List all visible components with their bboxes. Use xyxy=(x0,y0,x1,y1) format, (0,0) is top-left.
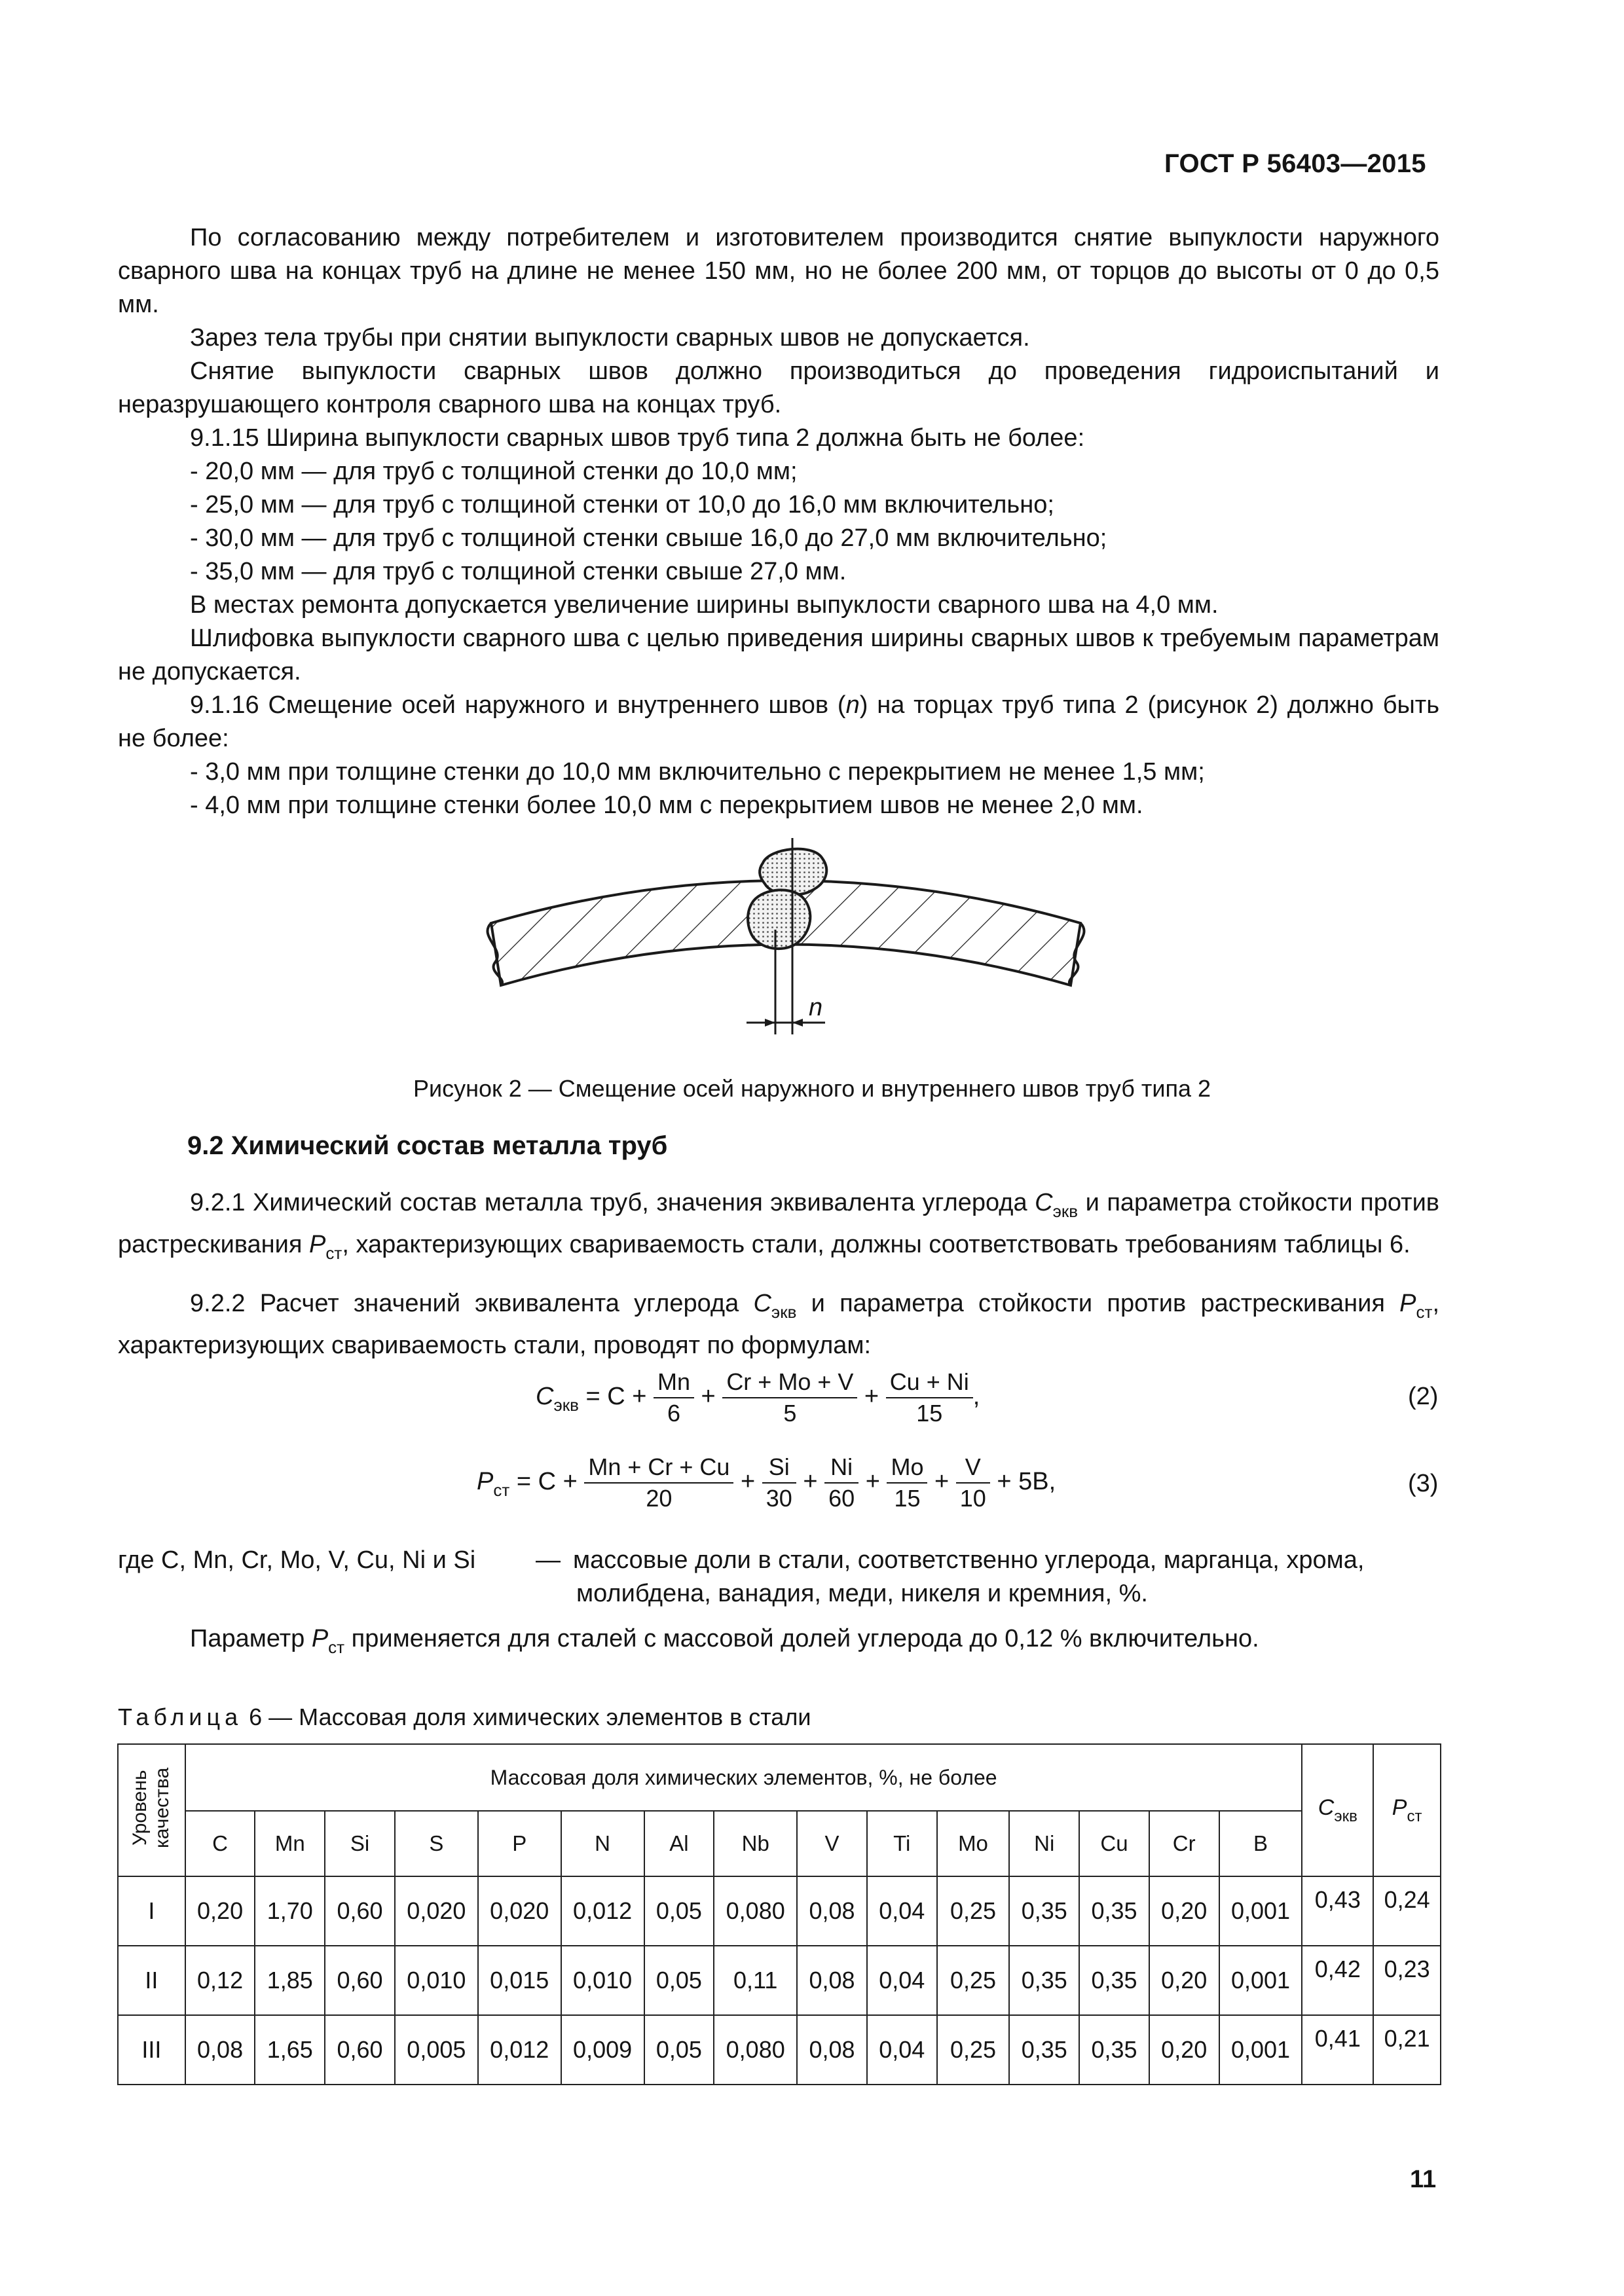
column-header-element: Cr xyxy=(1149,1811,1219,1876)
where-description-2: молибдена, ванадия, меди, никеля и кремния, %. xyxy=(576,1580,1148,1607)
figure-caption: Рисунок 2 — Смещение осей наружного и внутреннего швов труб типа 2 xyxy=(413,1075,1211,1102)
table-cell: 0,080 xyxy=(714,2015,797,2085)
dimension-arrow-left xyxy=(765,1019,775,1027)
dimension-arrow-right xyxy=(792,1019,803,1027)
table-cell: 0,60 xyxy=(325,1876,395,1946)
document-id-header: ГОСТ Р 56403—2015 xyxy=(1164,149,1426,178)
table-cell: 0,35 xyxy=(1079,1946,1149,2015)
column-header-c-ekv: $C_{экв}$ xyxy=(1302,1744,1373,1876)
table-cell-quality-level: II xyxy=(118,1946,185,2015)
table-cell: 0,08 xyxy=(797,1946,867,2015)
section-title: 9.2 Химический состав металла труб xyxy=(187,1131,668,1160)
column-header-element: P xyxy=(478,1811,561,1876)
table-cell: 0,04 xyxy=(867,1946,937,2015)
list-item-width-3: - 30,0 мм — для труб с толщиной стенки свыше 16,0 до 27,0 мм включительно; xyxy=(190,524,1107,552)
column-header-element: C xyxy=(185,1811,255,1876)
table-cell: 0,012 xyxy=(561,1876,644,1946)
table-cell: 0,001 xyxy=(1219,1946,1302,2015)
page-number: 11 xyxy=(1410,2166,1437,2193)
column-header-element: Si xyxy=(325,1811,395,1876)
table-cell: 0,010 xyxy=(395,1946,478,2015)
table-cell: 0,20 xyxy=(1149,2015,1219,2085)
table-cell: 0,20 xyxy=(185,1876,255,1946)
column-header-element: Al xyxy=(644,1811,714,1876)
table-cell: 0,05 xyxy=(644,1946,714,2015)
table-row xyxy=(118,1946,1441,2015)
list-item-width-2: - 25,0 мм — для труб с толщиной стенки от 10,0 до 16,0 мм включительно; xyxy=(190,491,1054,519)
table-cell: 0,015 xyxy=(478,1946,561,2015)
table-cell: 0,009 xyxy=(561,2015,644,2085)
paragraph-repair: В местах ремонта допускается увеличение ширины выпуклости сварного шва на 4,0 мм. xyxy=(190,591,1219,619)
column-header-p-st: $P_{ст}$ xyxy=(1373,1744,1441,1876)
table-cell: 0,35 xyxy=(1009,1946,1079,2015)
table-title: Таблица 6 — Массовая доля химических элементов в стали xyxy=(118,1704,811,1730)
table-cell: 0,20 xyxy=(1149,1876,1219,1946)
column-header-element: Ti xyxy=(867,1811,937,1876)
clause-9-2-2: 9.2.2 Расчет значений эквивалента углерода $C_{экв}$ и параметра стойкости против растрескивания $P_{ст}$, характеризующих свариваемость стали, проводят по формулам: xyxy=(118,1290,1440,1359)
table-cell: 0,005 xyxy=(395,2015,478,2085)
table-cell: 0,04 xyxy=(867,2015,937,2085)
table-cell-p-st: 0,24 xyxy=(1373,1876,1441,1946)
table-row xyxy=(118,1876,1441,1946)
list-item-offset-2: - 4,0 мм при толщине стенки более 10,0 мм с перекрытием швов не менее 2,0 мм. xyxy=(190,792,1143,819)
column-header-element: Ni xyxy=(1009,1811,1079,1876)
column-header-element: Cu xyxy=(1079,1811,1149,1876)
table-cell: 0,11 xyxy=(714,1946,797,2015)
paragraph-removal-order: Снятие выпуклости сварных швов должно производиться до проведения гидроиспытаний и неразрушающего контроля сварного шва на концах труб. xyxy=(118,357,1439,418)
where-variables: где C, Mn, Cr, Mo, V, Cu, Ni и Si xyxy=(118,1546,476,1574)
dimension-label-n: n xyxy=(809,994,823,1021)
clause-9-1-16: 9.1.16 Смещение осей наружного и внутреннего швов (n) на торцах труб типа 2 (рисунок 2) должно быть не более: xyxy=(118,691,1439,752)
table-cell: 0,04 xyxy=(867,1876,937,1946)
paragraph-notch: Зарез тела трубы при снятии выпуклости сварных швов не допускается. xyxy=(190,324,1030,352)
table-cell: 0,60 xyxy=(325,2015,395,2085)
column-group-header: Массовая доля химических элементов, %, не более xyxy=(185,1744,1302,1811)
paragraph-grinding: Шлифовка выпуклости сварного шва с целью приведения ширины сварных швов к требуемым параметрам не допускается. xyxy=(118,625,1439,685)
formula-crack-parameter: $P_{ст} = C$ + $\frac{Mn + Cr + Cu}{20}$ + $\frac{Si}{30}$ + $\frac{Ni}{60}$ + $\frac{Mo}{15}$ + $\frac{V}{10}$ + 5B, xyxy=(477,1453,1056,1512)
table-cell: 0,012 xyxy=(478,2015,561,2085)
table-cell: 1,65 xyxy=(255,2015,325,2085)
table-cell-c-ekv: 0,43 xyxy=(1302,1876,1373,1946)
table-cell: 0,08 xyxy=(185,2015,255,2085)
table-cell: 0,020 xyxy=(395,1876,478,1946)
column-header-element: Nb xyxy=(714,1811,797,1876)
table-cell-p-st: 0,23 xyxy=(1373,1946,1441,2015)
paragraph-weld-removal: По согласованию между потребителем и изготовителем производится снятие выпуклости наружного сварного шва на концах труб на длине не менее 150 мм, но не более 200 мм, от торцов до высоты от 0 до 0,5 мм. xyxy=(118,224,1439,318)
column-header-element: Mn xyxy=(255,1811,325,1876)
table-cell: 0,080 xyxy=(714,1876,797,1946)
formula-number-3: (3) xyxy=(1408,1470,1439,1497)
table-cell: 0,25 xyxy=(937,2015,1010,2085)
list-item-width-4: - 35,0 мм — для труб с толщиной стенки свыше 27,0 мм. xyxy=(190,558,847,585)
table-cell-p-st: 0,21 xyxy=(1373,2015,1441,2085)
table-cell: 0,35 xyxy=(1009,1876,1079,1946)
table-cell: 0,60 xyxy=(325,1946,395,2015)
where-dash: — xyxy=(536,1546,561,1574)
table-cell: 0,001 xyxy=(1219,2015,1302,2085)
table-cell-quality-level: III xyxy=(118,2015,185,2085)
column-header-element: B xyxy=(1219,1811,1302,1876)
table-cell: 0,010 xyxy=(561,1946,644,2015)
column-header-element: V xyxy=(797,1811,867,1876)
table-cell: 0,35 xyxy=(1009,2015,1079,2085)
clause-9-2-1: 9.2.1 Химический состав металла труб, значения эквивалента углерода $C_{экв}$ и параметра стойкости против растрескивания $P_{ст}$, характеризующих свариваемость стали, должны соответствовать требованиям таблицы 6. xyxy=(118,1189,1439,1263)
list-item-width-1: - 20,0 мм — для труб с толщиной стенки до 10,0 мм; xyxy=(190,458,798,485)
table-cell: 0,08 xyxy=(797,1876,867,1946)
table-cell: 0,35 xyxy=(1079,2015,1149,2085)
column-header-element: S xyxy=(395,1811,478,1876)
table-cell: 0,25 xyxy=(937,1876,1010,1946)
chemical-composition-table xyxy=(117,1743,1441,2085)
table-row xyxy=(118,2015,1441,2085)
table-cell: 0,001 xyxy=(1219,1876,1302,1946)
inner-weld xyxy=(748,890,810,949)
formula-number-2: (2) xyxy=(1408,1383,1439,1410)
table-cell: 0,35 xyxy=(1079,1876,1149,1946)
table-cell: 1,70 xyxy=(255,1876,325,1946)
list-item-offset-1: - 3,0 мм при толщине стенки до 10,0 мм включительно с перекрытием не менее 1,5 мм; xyxy=(190,758,1205,786)
where-description-1: массовые доли в стали, соответственно углерода, марганца, хрома, xyxy=(573,1546,1365,1574)
column-header-quality-level: Уровень качества xyxy=(118,1744,185,1876)
weld-offset-figure xyxy=(458,838,1100,1054)
table-cell: 0,05 xyxy=(644,1876,714,1946)
column-header-element: Mo xyxy=(937,1811,1010,1876)
paragraph-pst-applicability: Параметр $P_{ст}$ применяется для сталей с массовой долей углерода до 0,12 % включительно. xyxy=(190,1625,1259,1657)
formula-carbon-equivalent: $C_{экв} = C$ + $\frac{Mn}{6}$ + $\frac{Cr + Mo + V}{5}$ + $\frac{Cu + Ni}{15}$ , xyxy=(536,1368,980,1427)
table-cell: 0,20 xyxy=(1149,1946,1219,2015)
clause-9-1-15: 9.1.15 Ширина выпуклости сварных швов труб типа 2 должна быть не более: xyxy=(190,424,1085,452)
table-cell-c-ekv: 0,41 xyxy=(1302,2015,1373,2085)
table-cell-quality-level: I xyxy=(118,1876,185,1946)
table-cell: 1,85 xyxy=(255,1946,325,2015)
table-cell: 0,25 xyxy=(937,1946,1010,2015)
table-cell: 0,020 xyxy=(478,1876,561,1946)
table-cell: 0,08 xyxy=(797,2015,867,2085)
table-cell: 0,05 xyxy=(644,2015,714,2085)
column-header-element: N xyxy=(561,1811,644,1876)
table-cell: 0,12 xyxy=(185,1946,255,2015)
table-cell-c-ekv: 0,42 xyxy=(1302,1946,1373,2015)
